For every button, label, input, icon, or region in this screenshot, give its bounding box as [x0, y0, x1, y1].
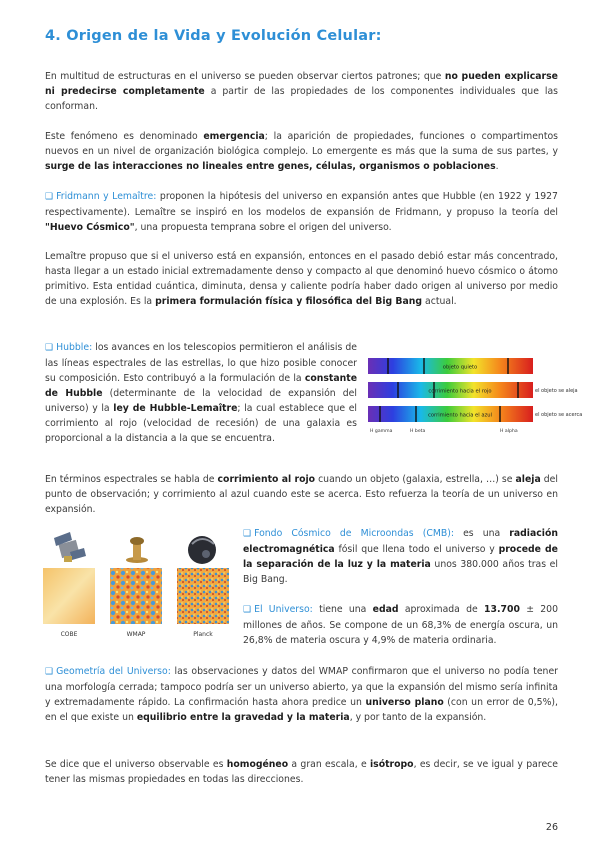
page-number: 26	[545, 822, 558, 833]
paragraph-fridmann-lemaitre: ❑ Fridmann y Lemaître: proponen la hipótesis del universo en expansión antes que Hubble (en 1922 y 1927 respectivamente). Lemaître se inspiró en los modelos de expansión de Fridmann, y propuso la teoría del "Huevo Cósmico", una propuesta temprana sobre el origen del universo.	[45, 191, 558, 233]
cmb-satellites-figure	[40, 530, 240, 640]
label-wmap: WMAP	[126, 631, 146, 638]
section-title: 4. Origen de la Vida y Evolución Celular:	[45, 28, 382, 44]
checkbox-bullet-icon: ❑	[45, 192, 54, 202]
label-cobe: COBE	[60, 631, 78, 638]
paragraph-geometry: ❑ Geometría del Universo: las observaciones y datos del WMAP confirmaron que el universo no podía tener una morfología cerrada; tampoco podría ser un universo abierto, ya que la expansión del mismo sería infinita y extremadamente rápido. La confirmación hasta ahora predice un universo plano (con un error de 0,5%), en el que existe un equilibrio entre la gravedad y la materia, y por tanto de la expansión.	[45, 666, 558, 723]
paragraph-patterns: En multitud de estructuras en el universo se pueden observar ciertos patrones; que no pueden explicarse ni predecirse completamente a partir de las propiedades de los componentes individuales que las conforman.	[45, 71, 559, 112]
side-label-toward: el objeto se acerca	[535, 412, 583, 418]
paragraph-universe-age: ❑ El Universo: tiene una edad aproximada de 13.700 ± 200 millones de años. Se compone de un 68,3% de energía oscura, un 26,8% de materia oscura y 4,9% de materia ordinaria.	[243, 604, 558, 646]
cobe-map	[43, 568, 95, 624]
band-label-redshift: corrimiento hacia el rojo	[428, 388, 492, 395]
band-label-blueshift: corrimiento hacia el azul	[428, 412, 492, 419]
cobe-satellite-icon	[54, 532, 86, 562]
wmap-satellite-icon	[126, 537, 148, 563]
checkbox-bullet-icon: ❑	[45, 343, 54, 353]
paragraph-hubble: ❑ Hubble: los avances en los telescopios permitieron el análisis de las líneas espectrales de las estrellas, lo que hizo posible conocer su composición. Esto contribuyó a la formulación de la constante de Hubble (determinante de la velocidad de expansión del universo) y la ley de Hubble-Lemaître; la cual establece que el corrimiento al rojo (velocidad de recesión) de una galaxia es proporcional a la distancia a la que se encuentra.	[45, 342, 358, 444]
planck-satellite-icon	[188, 536, 216, 564]
wmap-map	[110, 568, 162, 624]
paragraph-cmb: ❑ Fondo Cósmico de Microondas (CMB): es una radiación electromagnética fósil que llena todo el universo y procede de la separación de la luz y la materia unos 380.000 años tras el Big Bang.	[243, 528, 558, 585]
paragraph-homogeneous: Se dice que el universo observable es homogéneo a gran escala, e isótropo, es decir, se ve igual y parece tener las mismas propiedades en todas las direcciones.	[45, 759, 559, 785]
axis-label-halpha: H alpha	[500, 429, 518, 434]
paragraph-redshift: En términos espectrales se habla de corrimiento al rojo cuando un objeto (galaxia, estrella, …) se aleja del punto de observación; y corrimiento al azul cuando este se acerca. Esto refuerza la teoría de un universo en expansión.	[45, 474, 558, 515]
side-label-away: el objeto se aleja	[535, 388, 578, 394]
label-planck: Planck	[193, 631, 213, 638]
spectral-shift-figure	[368, 355, 583, 437]
checkbox-bullet-icon: ❑	[243, 529, 252, 539]
planck-map	[177, 568, 229, 624]
band-label-rest: objeto quieto	[442, 364, 478, 371]
axis-label-hbeta: H beta	[410, 429, 426, 434]
paragraph-cosmic-egg: Lemaître propuso que si el universo está en expansión, entonces en el pasado debió estar más concentrado, hasta llegar a un estado inicial extremadamente denso y compacto al que denominó huevo cósmico o átomo primitivo. Esta entidad cuántica, diminuta, densa y caliente podría haber dado origen al universo por medio de una explosión. Es la primera formulación física y filosófica del Big Bang actual.	[45, 251, 558, 307]
paragraph-emergence: Este fenómeno es denominado emergencia; la aparición de propiedades, funciones o compartimentos nuevos en un nivel de organización biológica complejo. Lo emergente es más que la suma de sus partes, y surge de las interacciones no lineales entre genes, células, organismos o poblaciones.	[45, 131, 558, 172]
checkbox-bullet-icon: ❑	[45, 667, 54, 677]
axis-label-hgamma: H gamma	[370, 429, 393, 434]
checkbox-bullet-icon: ❑	[243, 605, 252, 615]
